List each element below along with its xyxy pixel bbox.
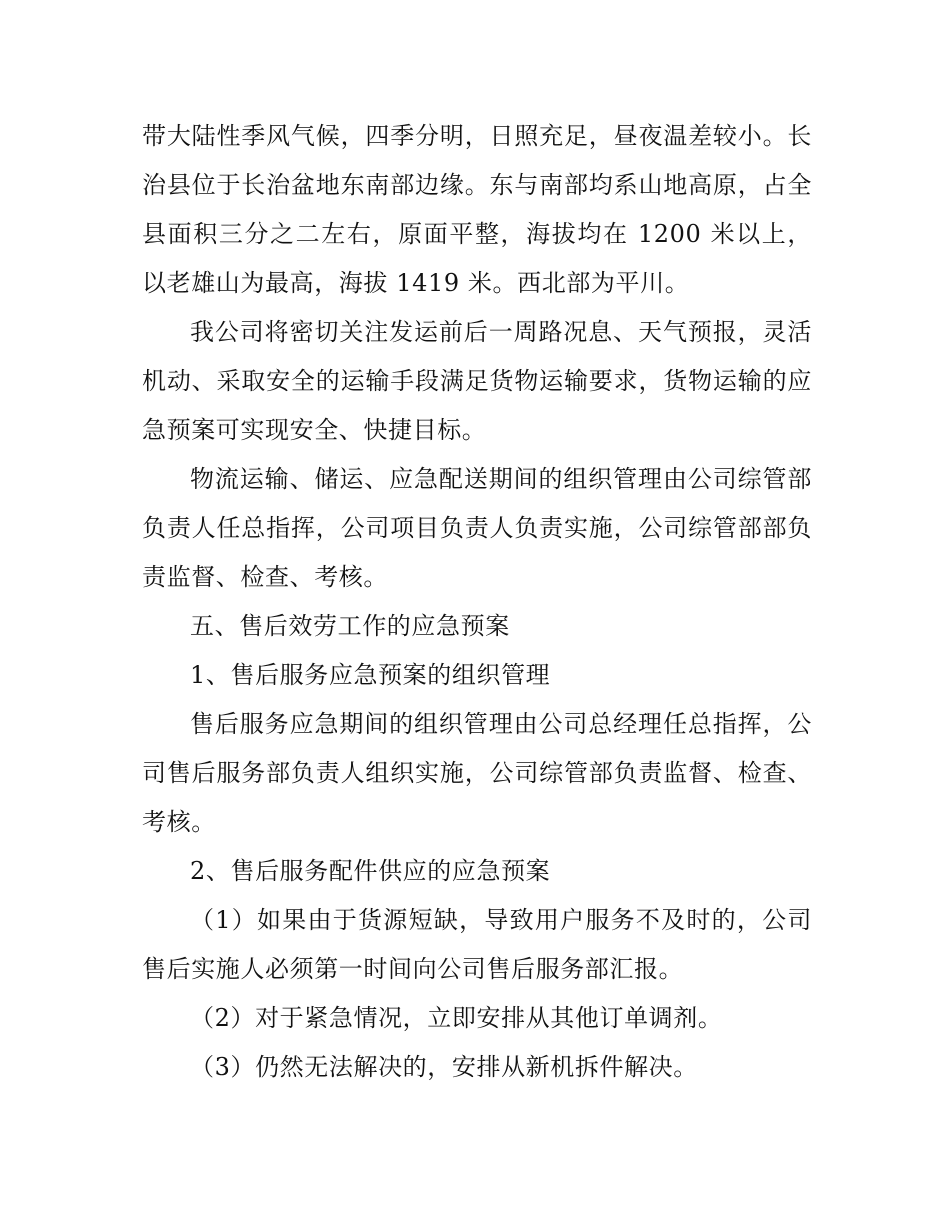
list-item-1: （1）如果由于货源短缺，导致用户服务不及时的，公司售后实施人必须第一时间向公司售后服务部汇报。 xyxy=(142,906,812,983)
document-page xyxy=(142,112,812,1092)
subheading-organization: 1、售后服务应急预案的组织管理 xyxy=(190,661,551,689)
list-item-2: （2）对于紧急情况，立即安排从其他订单调剂。 xyxy=(190,1004,723,1032)
paragraph-transport-monitoring: 我公司将密切关注发运前后一周路况息、天气预报，灵活机动、采取安全的运输手段满足货物运输要求，货物运输的应急预案可实现安全、快捷目标。 xyxy=(142,318,812,444)
section-heading-after-sales: 五、售后效劳工作的应急预案 xyxy=(190,612,510,640)
subheading-parts-supply: 2、售后服务配件供应的应急预案 xyxy=(190,857,551,885)
paragraph-logistics-management: 物流运输、储运、应急配送期间的组织管理由公司综管部负责人任总指挥，公司项目负责人负责实施，公司综管部部负责监督、检查、考核。 xyxy=(142,465,812,591)
paragraph-organization: 售后服务应急期间的组织管理由公司总经理任总指挥，公司售后服务部负责人组织实施，公司综管部负责监督、检查、考核。 xyxy=(142,710,812,836)
list-item-3: （3）仍然无法解决的，安排从新机拆件解决。 xyxy=(190,1053,698,1081)
paragraph-climate: 带大陆性季风气候，四季分明，日照充足，昼夜温差较小。长治县位于长治盆地东南部边缘。东与南部均系山地高原，占全县面积三分之二左右，原面平整，海拔均在 1200 米以上，以老雄山为最高，海拔 1419 米。西北部为平川。 xyxy=(142,122,812,297)
